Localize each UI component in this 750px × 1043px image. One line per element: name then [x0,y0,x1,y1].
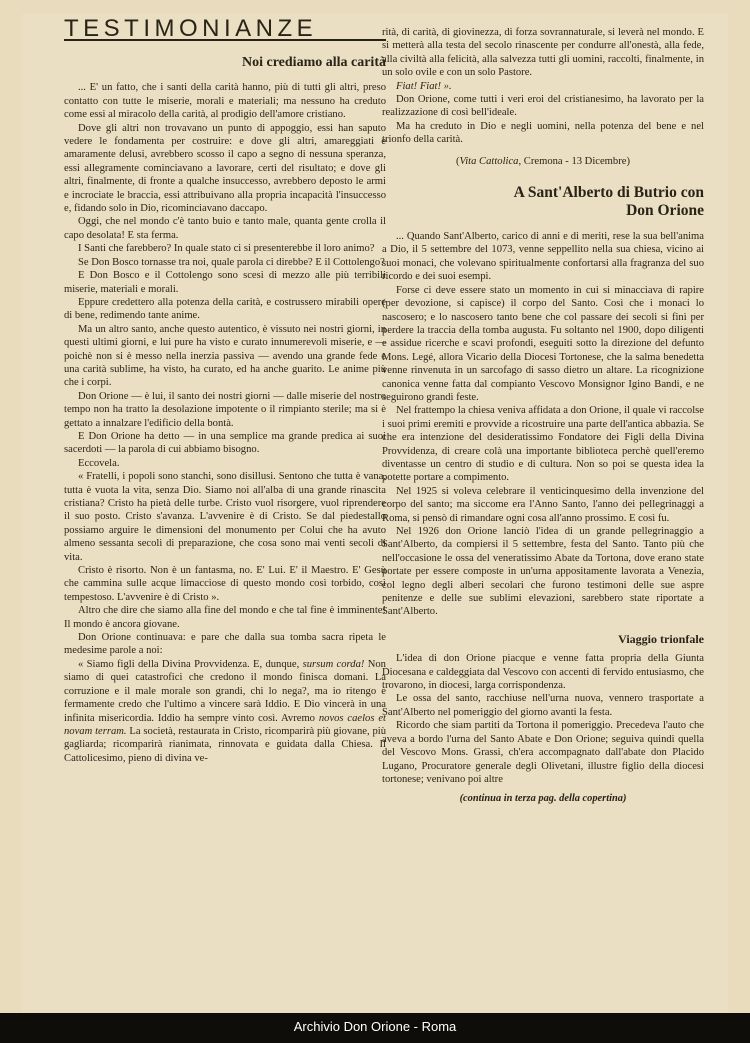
right-paragraphs-1 [382,93,704,147]
paragraph: Eccovela. [78,457,120,469]
paragraph-continued: rità, di carità, di giovinezza, di forza sovrannaturale, si leverà nel mondo. E si metterà alla testa del secolo rinascente per condurre all'onestà, alla fede, alla civiltà alla felicità, alla salvezza tutti gli uomini, raccolti, finalmente, in un solo ovile e con un solo Pastore. [382,27,704,79]
left-paragraphs [64,81,386,657]
paragraph: Eppure credettero alla potenza della carità, e costrussero mirabili opere di bene, redimendo tante anime. [64,296,386,322]
subsection-title-viaggio: Viaggio trionfale [618,631,704,646]
paragraph: Le ossa del santo, racchiuse nell'urna nuova, vennero trasportate a Sant'Alberto nel pomeriggio del giorno avanti la festa. [382,693,704,718]
section-title-santalberto: A Sant'Alberto di Butrio con Don Orione [513,184,704,220]
paragraph: Nel frattempo la chiesa veniva affidata a don Orione, il quale vi raccolse i suoi primi eremiti e provvide a ricostruire una parte dell'antica abbazia. Se che era intenzione del desideratissimo Fondatore dei Figli della Divina Provvidenza, di creare colà una importante biblioteca perchè quell'eremo diventasse un centro di studio e di cultura. Non so poi se questa idea la potette portare a compimento. [382,405,704,484]
paragraph: Ma un altro santo, anche questo autentico, è vissuto nei nostri giorni, in questi ultimi giorni, e lui pure ha visto e curato innumerevoli miserie, e — poichè non si è messo nella inerzia passiva — avendo una grande fede e una carità sublime, ha visto, ha curato, ed ha anche guarito. Le anime più che i corpi. [64,323,386,389]
right-paragraphs-3 [382,652,704,786]
paragraph: Se Don Bosco tornasse tra noi, quale parola ci direbbe? E il Cottolengo? [78,256,385,268]
magazine-page [22,14,728,1012]
paragraph: « Siamo figli della Divina Provvidenza. E, dunque, sursum corda! Non siamo di quei catastrofici che credono il mondo finisca domani. La corruzione e il male morale son grandi, chi lo nega?, ma io ritengo e fermamente credo che l'ultimo a vincere sarà Iddio. E Dio vincerà in una infinita misericordia. Iddio ha sempre vinto così. Avremo novos caelos et novam terram. La società, restaurata in Cristo, ricomparirà più giovane, più gagliarda; ricomparirà rianimata, rinnovata e guidata dalla Chiesa. Il Cattolicesimo, pieno di divina ve- [64,658,386,764]
paragraph: L'idea di don Orione piacque e venne fatta propria della Giunta Diocesana e caldeggiata dal Vescovo con accenti di fervido entusiasmo, che trovarono, in diocesi, larga corrispondenza. [382,653,704,692]
paragraph: Altro che dire che siamo alla fine del mondo e che tal fine è imminente! Il mondo è ancora giovane. [64,605,386,630]
paragraph-fiat: Fiat! Fiat! ». [396,80,452,92]
paragraph: Don Orione continuava: e pare che dalla sua tomba sacra ripeta le medesime parole a noi: [64,632,386,657]
paragraph: ... Quando Sant'Alberto, carico di anni e di meriti, rese la sua bell'anima a Dio, il 5 settembre del 1073, venne seppellito nella sua chiesa, vicino ai suoi monaci, che volevano spiritualmente confortarsi alla fragranza del suo ricordo e dei suoi esempi. [382,231,704,283]
paragraph: Don Orione — è lui, il santo dei nostri giorni — dalle miserie del nostro tempo non ha tratto la desolazione impotente o il rimpianto sterile; ma si è gettato a innalzare l'edificio della bontà. [64,390,386,429]
paragraph: « Fratelli, i popoli sono stanchi, sono disillusi. Sentono che tutta è vana, tutta è vuota la vita, senza Dio. Siamo noi all'alba di una grande rinascita cristiana? Cristo ha pietà delle turbe. Cristo vuol risorgere, vuol riprendere il suo posto. Cristo s'avanza. L'avvenire è di Cristo. Se dal piedestallo possiamo arguire le dimensioni del monumento per Colui che ha avuto almeno sessanta secoli di preparazione, che cosa sono mai venti secoli di vita. [64,471,386,563]
paragraph: E Don Bosco e il Cottolengo sono scesi di mezzo alle più terribili miserie, materiali e morali. [64,270,386,295]
continued-note: (continua in terza pag. della copertina) [459,793,627,805]
signature-source: (Vita Cattolica, Cremona - 13 Dicembre) [456,155,630,167]
paragraph: ... E' un fatto, che i santi della carità hanno, più di tutti gli altri, preso contatto con tutte le miserie, morali e materiali; ma nessuno ha creduto come essi al miracolo della carità, al prodigio dell'amore cristiano. [64,82,386,121]
left-column [64,15,386,765]
paragraph: Forse ci deve essere stato un momento in cui si minacciava di rapire (per devozione, si capisce) il corpo del Santo. Così che i monaci lo nascosero; e lo nascosero tanto bene che col passare dei secoli si finì per perdere la traccia della tomba augusta. Fu soltanto nel 1900, dopo diligenti e assidue ricerche e scavi profondi, eseguiti sotto la direzione del defunto Mons. Legé, allora Vicario della Diocesi Tortonese, che la salma benedetta venne rinvenuta in un sarcofago di sasso dietro un altare. La ricognizione canonica venne fatta dal compianto Vescovo Monsignor Igino Bandi, e ne seguirono grandi feste. [382,284,704,403]
paragraph: Nel 1925 si voleva celebrare il venticinquesimo della invenzione del corpo del santo; ma siccome era l'Anno Santo, l'anno dei pellegrinaggi a Roma, si pensò di rimandare ogni cosa all'anno prossimo. E così fu. [382,485,704,524]
section-title-carita: Noi crediamo alla carità [242,55,386,71]
right-paragraphs-2 [382,230,704,619]
paragraph: Ma ha creduto in Dio e negli uomini, nella potenza del bene e nel trionfo della carità. [382,120,704,146]
right-column [382,26,704,806]
paragraph: Dove gli altri non trovavano un punto di appoggio, essi han saputo vedere le fondamenta per costruire: e dove gli altri, amareggiati e amaramente delusi, avrebbero scosso il capo a segno di nessuna speranza, essi allegramente cominciavano a lavorare, certi del risultato; e dove gli altri, finalmente, di fronte a qualche insuccesso, avrebbero deposto le armi e incrociate le braccia, essi attribuivano alla propria incapacità l'insuccesso e, fidando solo in Dio, ricominciavano daccapo. [64,122,386,215]
paragraph: Nel 1926 don Orione lanciò l'idea di un grande pellegrinaggio a Sant'Alberto, da compiersi il 5 settembre, festa del Santo. Tanto più che nell'occasione le ossa del veneratissimo Abate da Tortona, dove erano state portate per essere composte in un'urna appositamente lavorata a Venezia, col legno degli alberi secolari che furono testimoni delle sue aspre penitenze e delle sue sublimi elevazioni, sarebbero state riportate a Sant'Alberto. [382,526,704,618]
paragraph: Ricordo che siam partiti da Tortona il pomeriggio. Precedeva l'auto che aveva a bordo l'urna del Santo Abate e Don Orione; seguiva quindi quella del Vescovo Mons. Grassi, ch'era accompagnato dall'abate don Placido Lugano, Procuratore generale degli Olivetani, illustre figlio della diocesi tortonese; venivano poi altre [382,720,704,785]
page-header: TESTIMONIANZE [64,22,386,41]
paragraph: I Santi che farebbero? In quale stato ci si presenterebbe il loro animo? [78,243,375,255]
paragraph: E Don Orione ha detto — in una semplice ma grande predica ai suoi sacerdoti — la parola di cui abbiamo bisogno. [64,430,386,456]
paragraph: Oggi, che nel mondo c'è tanto buio e tanto male, quanta gente crolla il capo desolata! E sta ferma. [64,216,386,241]
paragraph: Don Orione, come tutti i veri eroi del cristianesimo, ha lavorato per la realizzazione di così bell'ideale. [382,94,704,119]
archive-footer: Archivio Don Orione - Roma [0,1013,750,1043]
paragraph: Cristo è risorto. Non è un fantasma, no. E' Lui. E' il Maestro. E' Gesù che cammina sulle acque limacciose di questo mondo così torbido, così tempestoso. L'avvenire è di Cristo ». [64,565,386,603]
